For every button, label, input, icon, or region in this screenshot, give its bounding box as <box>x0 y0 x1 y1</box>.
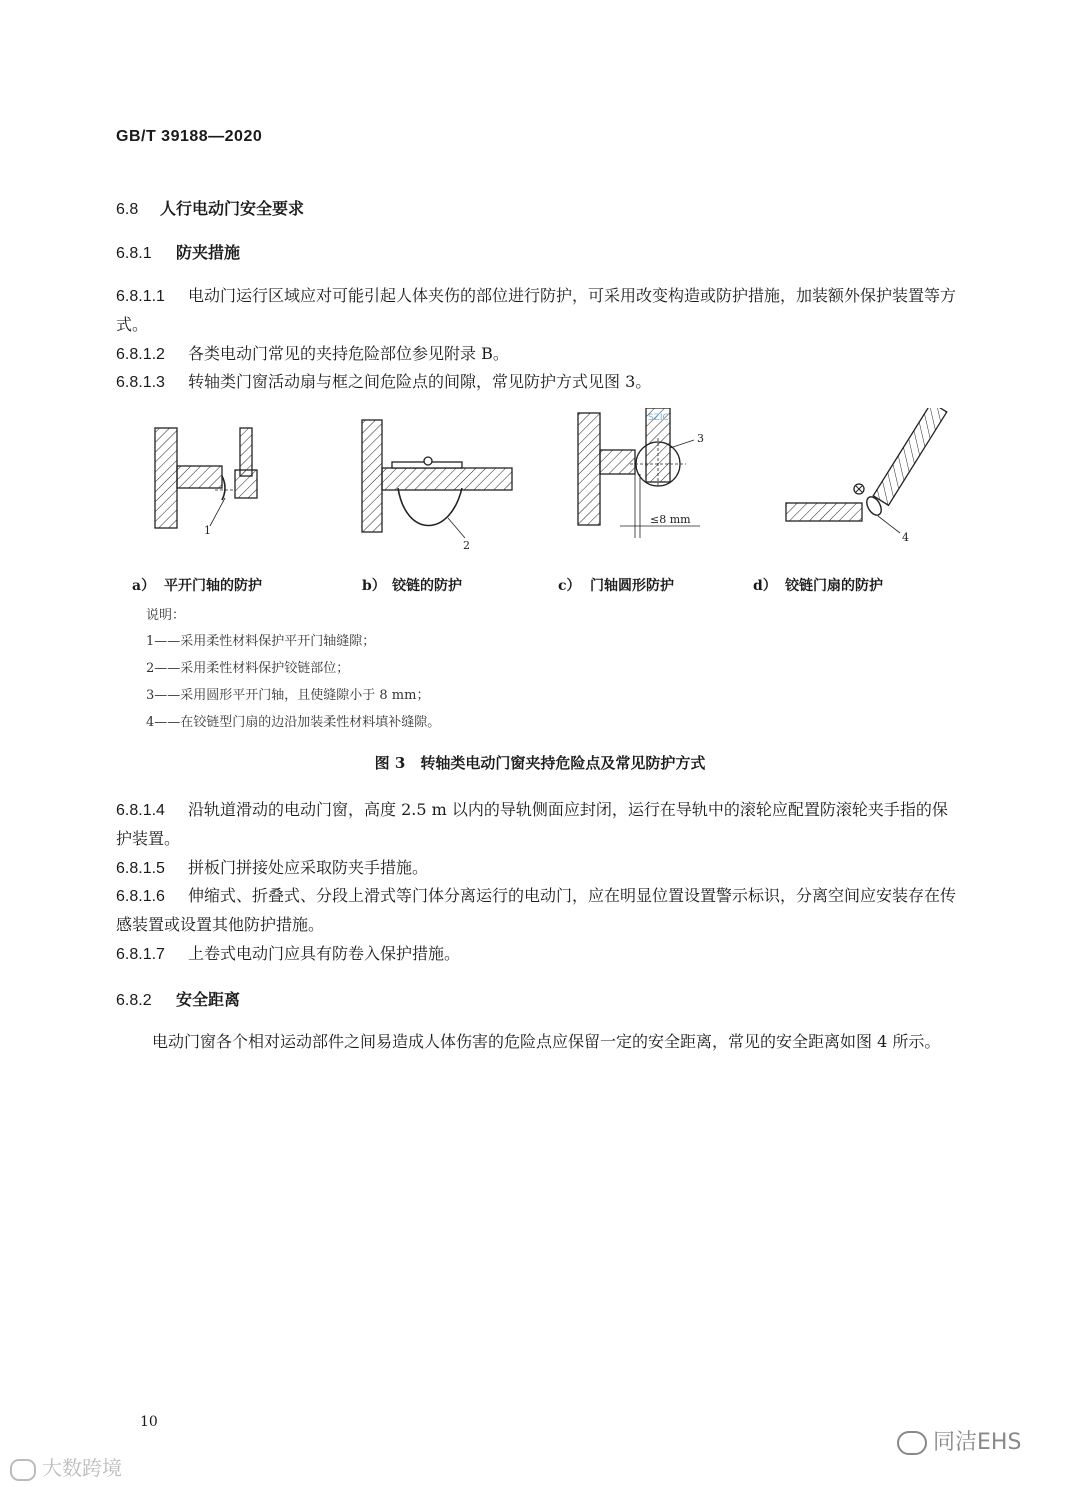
clause-text: 拼板门拼接处应采取防夹手措施。 <box>188 858 429 877</box>
clause-text: 转轴类门窗活动扇与框之间危险点的间隙，常见防护方式见图 3。 <box>188 372 652 391</box>
clause-6-8-1-1 <box>116 282 956 339</box>
callout-2: 2 <box>463 539 470 552</box>
clause-number: 6.8.1.3 <box>116 374 165 391</box>
figure-title: 图 3 转轴类电动门窗夹持危险点及常见防护方式 <box>374 754 706 772</box>
clause-6-8-1-3 <box>116 368 956 397</box>
legend-item-4: 4——在铰链型门扇的边沿加装柔性材料填补缝隙。 <box>146 715 441 730</box>
watermark-right: 同洁EHS <box>897 1425 1021 1456</box>
clause-6-8-1-4 <box>116 796 956 853</box>
section-title: 防夹措施 <box>176 243 241 262</box>
logo-icon <box>10 1459 36 1481</box>
callout-3: 3 <box>697 432 704 445</box>
page-number: 10 <box>140 1414 158 1430</box>
callout-4: 4 <box>902 531 909 544</box>
section-number: 6.8.1 <box>116 245 152 262</box>
subcaption-c: c） 门轴圆形防护 <box>558 578 674 594</box>
clause-6-8-1-2 <box>116 340 956 369</box>
dimension-label: ≤8 mm <box>650 513 691 526</box>
clause-number: 6.8.1.4 <box>116 802 165 819</box>
figure-watermark: SZIC <box>648 413 669 423</box>
clause-number: 6.8.1.7 <box>116 946 165 963</box>
legend-item-1: 1——采用柔性材料保护平开门轴缝隙； <box>146 634 376 649</box>
clause-number: 6.8.1.1 <box>116 288 165 305</box>
drawing-a-door-pivot <box>155 428 257 528</box>
callout-1: 1 <box>204 524 211 537</box>
legend-title: 说明： <box>146 608 186 623</box>
section-number: 6.8 <box>116 201 139 218</box>
watermark-left: 大数跨境 <box>10 1452 122 1481</box>
section-heading-6-8-1 <box>116 240 240 263</box>
clause-6-8-1-6 <box>116 882 956 939</box>
drawing-d-hinged-leaf <box>786 408 947 533</box>
clause-number: 6.8.1.2 <box>116 346 165 363</box>
legend-item-2: 2——采用柔性材料保护铰链部位； <box>146 661 350 676</box>
section-title: 人行电动门安全要求 <box>160 199 305 218</box>
clause-text: 各类电动门常见的夹持危险部位参见附录 B。 <box>188 344 509 363</box>
wechat-icon <box>897 1431 927 1455</box>
figure-3-drawings <box>110 408 970 568</box>
section-heading-6-8 <box>116 196 304 219</box>
clause-text: 电动门运行区域应对可能引起人体夹伤的部位进行防护，可采用改变构造或防护措施，加装额外保护装置等方式。 <box>116 286 957 334</box>
standard-code: GB/T 39188—2020 <box>116 128 263 145</box>
section-title: 安全距离 <box>176 990 241 1009</box>
legend-item-3: 3——采用圆形平开门轴，且使缝隙小于 8 mm； <box>146 688 430 703</box>
clause-text: 伸缩式、折叠式、分段上滑式等门体分离运行的电动门，应在明显位置设置警示标识，分离空间应安装存在传感装置或设置其他防护措施。 <box>116 886 957 934</box>
clause-6-8-1-5 <box>116 854 956 883</box>
clause-number: 6.8.1.5 <box>116 860 165 877</box>
clause-6-8-1-7 <box>116 940 956 969</box>
clause-text: 上卷式电动门应具有防卷入保护措施。 <box>188 944 461 963</box>
section-number: 6.8.2 <box>116 992 152 1009</box>
drawing-b-hinge <box>362 420 512 538</box>
clause-number: 6.8.1.6 <box>116 888 165 905</box>
subcaption-b: b） 铰链的防护 <box>362 578 462 594</box>
clause-6-8-2-body: 电动门窗各个相对运动部件之间易造成人体伤害的危险点应保留一定的安全距离，常见的安全距离如图 4 所示。 <box>152 1032 941 1051</box>
section-heading-6-8-2 <box>116 987 240 1010</box>
clause-text: 沿轨道滑动的电动门窗，高度 2.5 m 以内的导轨侧面应封闭，运行在导轨中的滚轮应配置防滚轮夹手指的保护装置。 <box>116 800 948 848</box>
subcaption-a: a） 平开门轴的防护 <box>132 578 262 594</box>
subcaption-d: d） 铰链门扇的防护 <box>753 578 883 594</box>
